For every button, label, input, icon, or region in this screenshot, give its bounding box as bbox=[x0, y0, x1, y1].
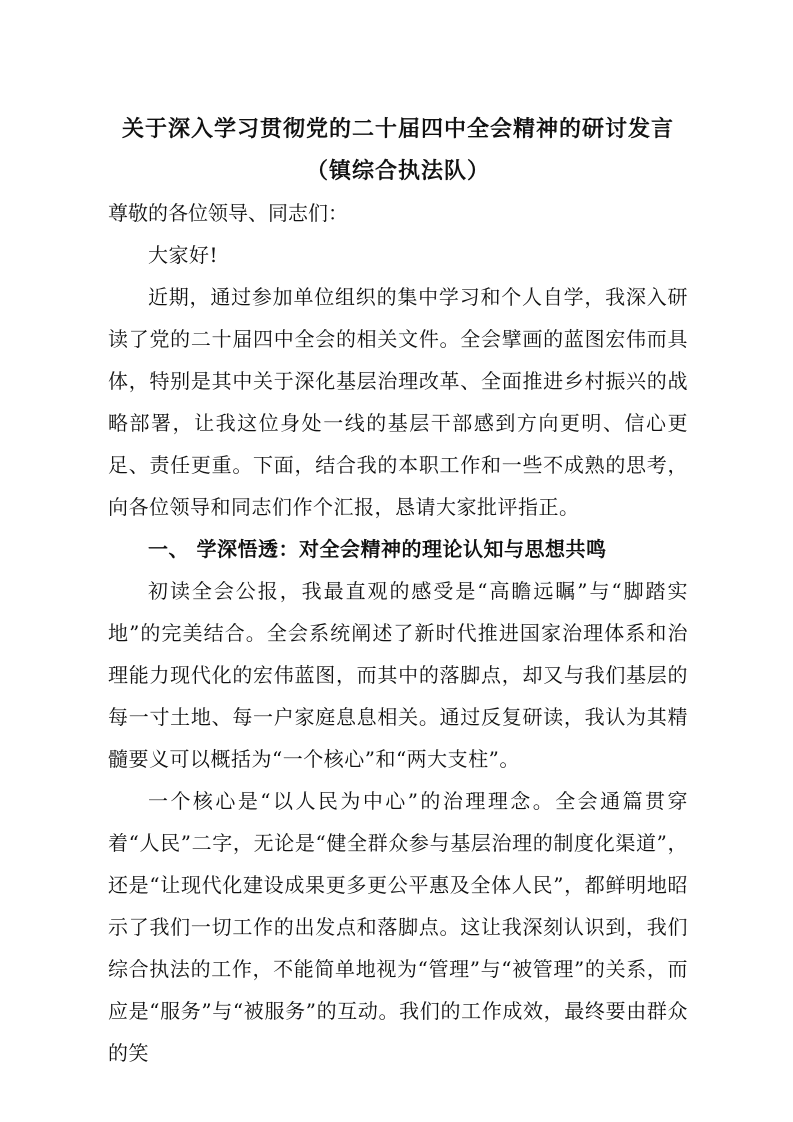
salutation: 尊敬的各位领导、同志们： bbox=[108, 201, 348, 225]
opening-line: 大家好! bbox=[148, 243, 219, 267]
intro-paragraph: 近期，通过参加单位组织的集中学习和个人自学，我深入研读了党的二十届四中全会的相关文件。全会擘画的蓝图宏伟而具体，特别是其中关于深化基层治理改革、全面推进乡村振兴的战略部署，让我这位身处一线的基层干部感到方向更明、信心更足、责任更重。下面，结合我的本职工作和一些不成熟的思考，向各位领导和同志们作个汇报，恳请大家批评指正。 bbox=[108, 285, 688, 519]
document-body bbox=[108, 108, 688, 1074]
section1-paragraph-2: 一个核心是“以人民为中心”的治理理念。全会通篇贯穿着“人民”二字，无论是“健全群众参与基层治理的制度化渠道”，还是“让现代化建设成果更多更公平惠及全体人民”，都鲜明地昭示了我们一切工作的出发点和落脚点。这让我深刻认识到，我们综合执法的工作，不能简单地视为“管理”与“被管理”的关系，而应是“服务”与“被服务”的互动。我们的工作成效，最终要由群众的笑 bbox=[108, 789, 688, 1065]
document-title: 关于深入学习贯彻党的二十届四中全会精神的研讨发言（镇综合执法队） bbox=[121, 116, 674, 184]
section-heading-1: 一、 学深悟透：对全会精神的理论认知与思想共鸣 bbox=[148, 537, 607, 561]
section1-paragraph-1: 初读全会公报，我最直观的感受是“高瞻远瞩”与“脚踏实地”的完美结合。全会系统阐述了新时代推进国家治理体系和治理能力现代化的宏伟蓝图，而其中的落脚点，却又与我们基层的每一寸土地、每一户家庭息息相关。通过反复研读，我认为其精髓要义可以概括为“一个核心”和“两大支柱”。 bbox=[108, 579, 688, 771]
